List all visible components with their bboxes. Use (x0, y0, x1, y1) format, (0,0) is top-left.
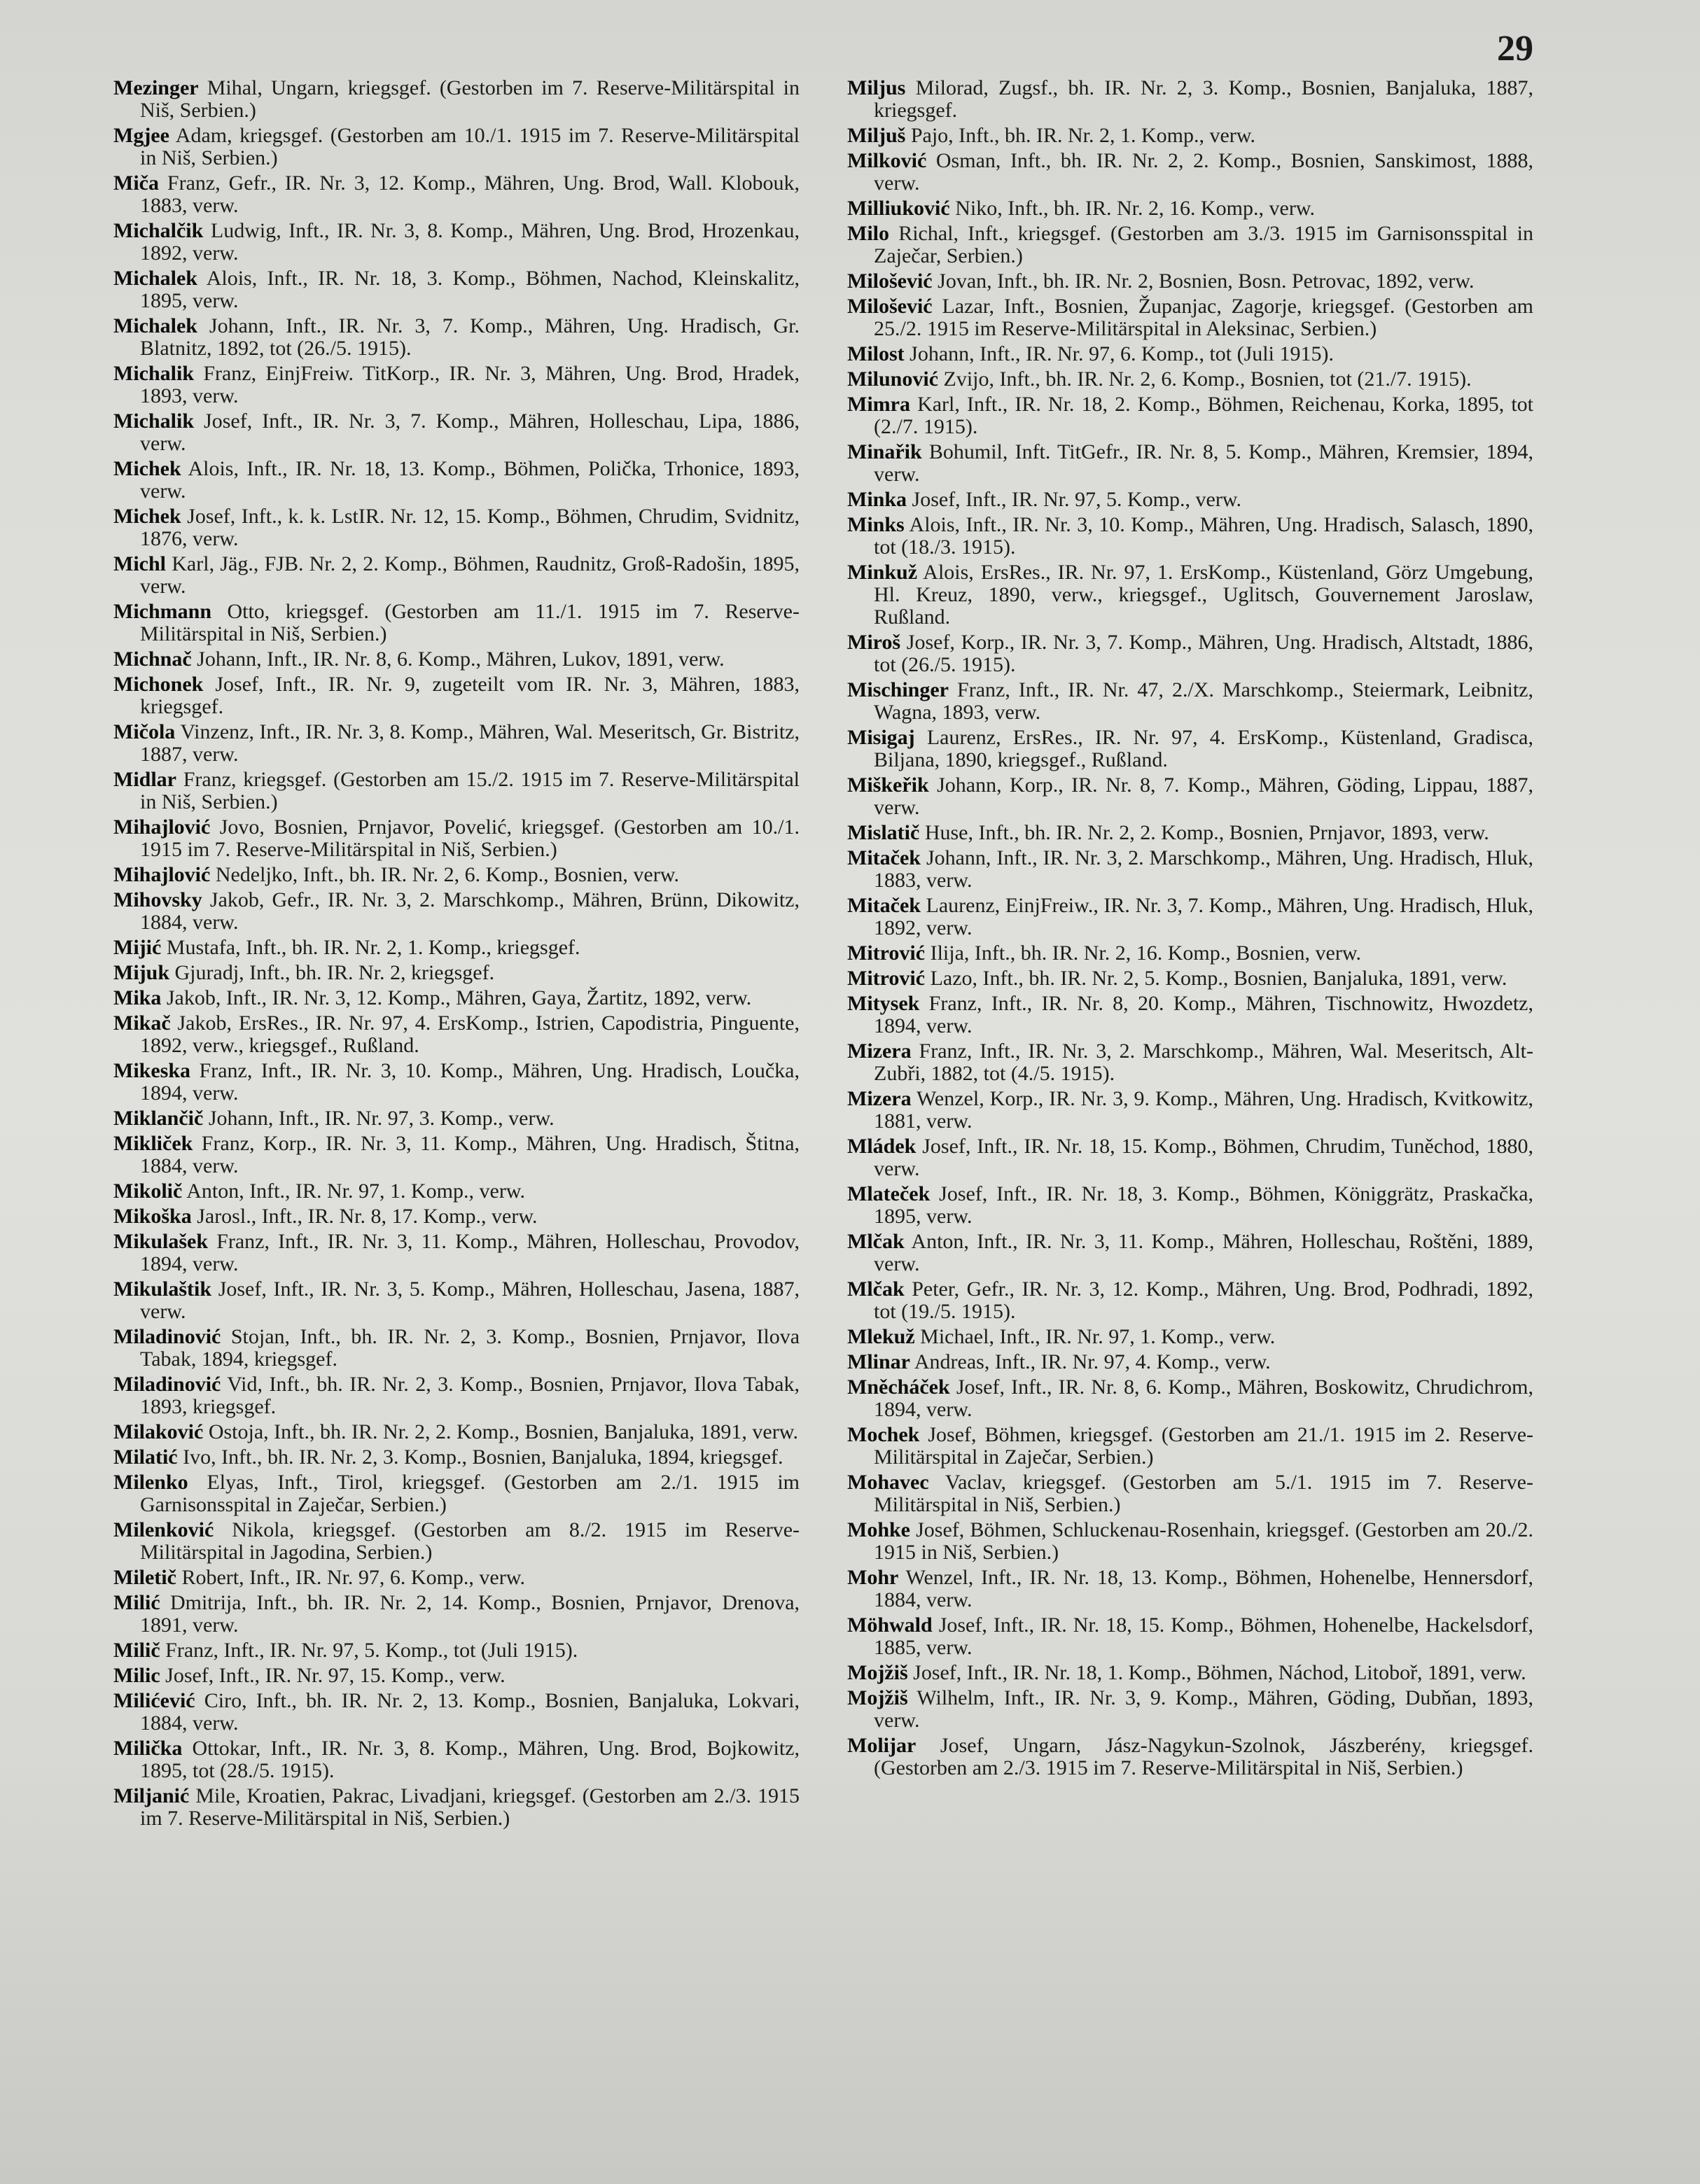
register-entry (113, 1231, 800, 1275)
entry-surname: Mischinger (847, 678, 949, 701)
entry-details: Josef, Ungarn, Jász-Nagykun-Szolnok, Jászberény, kriegsgef. (Gestorben am 2./3. 1915 im 7. Reserve-Militärspital in Niš, Serbien.) (874, 1734, 1533, 1779)
entry-details: Huse, Inft., bh. IR. Nr. 2, 2. Komp., Bosnien, Prnjavor, 1893, verw. (924, 821, 1489, 844)
entry-surname: Mohke (847, 1518, 910, 1541)
entry-details: Josef, Korp., IR. Nr. 3, 7. Komp., Mähren, Ung. Hradisch, Altstadt, 1886, tot (26./5. 1915). (874, 631, 1533, 676)
register-entry (113, 1012, 800, 1057)
entry-surname: Mgjee (113, 124, 169, 147)
entry-surname: Milo (847, 222, 889, 245)
register-entry (847, 822, 1533, 844)
register-entry (113, 553, 800, 598)
register-entry (847, 993, 1533, 1037)
entry-details: Pajo, Inft., bh. IR. Nr. 2, 1. Komp., verw. (910, 124, 1256, 147)
entry-details: Jovo, Bosnien, Prnjavor, Povelić, kriegsgef. (Gestorben am 10./1. 1915 im 7. Reserve-Militärspital in Niš, Serbien.) (140, 816, 800, 861)
entry-surname: Mikolič (113, 1180, 183, 1203)
register-entry (113, 1639, 800, 1662)
entry-details: Franz, kriegsgef. (Gestorben am 15./2. 1915 im 7. Reserve-Militärspital in Niš, Serbien.) (140, 768, 800, 813)
entry-details: Josef, Inft., IR. Nr. 18, 1. Komp., Böhmen, Náchod, Litoboř, 1891, verw. (913, 1661, 1526, 1684)
entry-surname: Mihovsky (113, 888, 202, 911)
right-column (847, 77, 1533, 1782)
register-entry (847, 1424, 1533, 1469)
entry-details: Karl, Inft., IR. Nr. 18, 2. Komp., Böhmen, Reichenau, Korka, 1895, tot (2./7. 1915). (874, 393, 1534, 438)
entry-surname: Milatić (113, 1446, 178, 1469)
entry-surname: Mochek (847, 1423, 920, 1446)
entry-surname: Miladinović (113, 1325, 221, 1348)
register-entry (113, 1446, 800, 1469)
register-entry (847, 1519, 1533, 1564)
entry-details: Alois, Inft., IR. Nr. 18, 3. Komp., Böhmen, Nachod, Kleinskalitz, 1895, verw. (140, 267, 800, 312)
register-entry (113, 125, 800, 169)
register-entry (113, 1107, 800, 1130)
entry-details: Johann, Inft., IR. Nr. 97, 6. Komp., tot (Juli 1915). (910, 342, 1334, 365)
entry-details: Karl, Jäg., FJB. Nr. 2, 2. Komp., Böhmen, Raudnitz, Groß-Radošin, 1895, verw. (140, 552, 800, 598)
entry-details: Johann, Korp., IR. Nr. 8, 7. Komp., Mähren, Göding, Lippau, 1887, verw. (874, 774, 1534, 819)
entry-surname: Mitrović (847, 941, 926, 965)
entry-details: Laurenz, ErsRes., IR. Nr. 97, 4. ErsKomp., Küstenland, Gradisca, Biljana, 1890, kriegsgef., Rußland. (874, 726, 1534, 771)
entry-details: Josef, Böhmen, kriegsgef. (Gestorben am 21./1. 1915 im 2. Reserve-Militärspital in Zaječar, Serbien.) (874, 1423, 1534, 1469)
entry-details: Josef, Inft., k. k. LstIR. Nr. 12, 15. Komp., Böhmen, Chrudim, Svidnitz, 1876, verw. (140, 505, 800, 550)
register-entry (113, 315, 800, 360)
entry-details: Wenzel, Inft., IR. Nr. 18, 13. Komp., Böhmen, Hohenelbe, Hennersdorf, 1884, verw. (874, 1566, 1533, 1611)
register-entry (113, 1133, 800, 1177)
register-entry (113, 505, 800, 550)
entry-surname: Miljuš (847, 124, 906, 147)
entry-surname: Michalek (113, 267, 197, 290)
entry-surname: Milaković (113, 1420, 204, 1443)
entry-details: Mihal, Ungarn, kriegsgef. (Gestorben im 7. Reserve-Militärspital in Niš, Serbien.) (140, 76, 800, 122)
entry-surname: Michalek (113, 314, 197, 337)
entry-surname: Milička (113, 1737, 183, 1760)
register-entry (113, 1060, 800, 1105)
register-entry (113, 410, 800, 455)
entry-details: Stojan, Inft., bh. IR. Nr. 2, 3. Komp., Bosnien, Prnjavor, Ilova Tabak, 1894, kriegsgef. (140, 1325, 800, 1371)
register-entry (113, 1737, 800, 1782)
entry-surname: Miletič (113, 1566, 176, 1589)
entry-details: Andreas, Inft., IR. Nr. 97, 4. Komp., verw. (914, 1350, 1271, 1373)
entry-details: Franz, EinjFreiw. TitKorp., IR. Nr. 3, Mähren, Ung. Brod, Hradek, 1893, verw. (140, 362, 800, 407)
entry-surname: Mohr (847, 1566, 899, 1589)
entry-surname: Mlateček (847, 1182, 931, 1205)
entry-surname: Minka (847, 488, 907, 511)
entry-details: Zvijo, Inft., bh. IR. Nr. 2, 6. Komp., Bosnien, tot (21./7. 1915). (943, 368, 1472, 391)
entry-surname: Minařik (847, 440, 922, 463)
register-entry (847, 1662, 1533, 1684)
register-entry (847, 150, 1533, 195)
entry-surname: Mitaček (847, 894, 921, 917)
entry-surname: Milić (113, 1591, 160, 1614)
entry-surname: Michl (113, 552, 166, 575)
register-entry (113, 1567, 800, 1589)
entry-details: Franz, Inft., IR. Nr. 97, 5. Komp., tot (Juli 1915). (165, 1639, 578, 1662)
register-entry (113, 77, 800, 122)
entry-surname: Milošević (847, 270, 933, 293)
entry-surname: Milost (847, 342, 905, 365)
register-entry (847, 1278, 1533, 1323)
entry-details: Mile, Kroatien, Pakrac, Livadjani, kriegsgef. (Gestorben am 2./3. 1915 im 7. Reserve-Militärspital in Niš, Serbien.) (140, 1784, 800, 1830)
entry-details: Robert, Inft., IR. Nr. 97, 6. Komp., verw. (181, 1566, 525, 1589)
entry-surname: Mimra (847, 393, 910, 416)
register-entry (113, 1180, 800, 1203)
register-entry (847, 1351, 1533, 1373)
entry-details: Ilija, Inft., bh. IR. Nr. 2, 16. Komp., Bosnien, verw. (930, 941, 1362, 965)
entry-surname: Mitaček (847, 846, 921, 869)
register-entry (847, 368, 1533, 391)
entry-details: Franz, Inft., IR. Nr. 3, 2. Marschkomp., Mähren, Wal. Meseritsch, Alt-Zubři, 1882, tot (4./5. 1915). (874, 1040, 1534, 1085)
entry-surname: Mika (113, 986, 162, 1009)
entry-surname: Michalik (113, 362, 195, 385)
entry-surname: Mojžiš (847, 1661, 908, 1684)
register-entry (113, 1471, 800, 1516)
entry-surname: Mikeska (113, 1059, 191, 1082)
entry-surname: Mizera (847, 1087, 912, 1110)
entry-surname: Milenković (113, 1518, 214, 1541)
entry-surname: Miladinović (113, 1373, 221, 1396)
entry-details: Lazo, Inft., bh. IR. Nr. 2, 5. Komp., Bosnien, Banjaluka, 1891, verw. (930, 967, 1507, 990)
register-entry (113, 363, 800, 407)
register-entry (847, 1376, 1533, 1421)
entry-details: Otto, kriegsgef. (Gestorben am 11./1. 1915 im 7. Reserve-Militärspital in Niš, Serbien.) (140, 600, 800, 645)
entry-surname: Misigaj (847, 726, 915, 749)
entry-surname: Mislatič (847, 821, 920, 844)
register-entry (847, 1135, 1533, 1180)
entry-surname: Michek (113, 505, 181, 528)
entry-details: Peter, Gefr., IR. Nr. 3, 12. Komp., Mähren, Ung. Brod, Podhradi, 1892, tot (19./5. 1915). (874, 1278, 1534, 1323)
entry-details: Niko, Inft., bh. IR. Nr. 2, 16. Komp., verw. (955, 197, 1316, 220)
register-entry (113, 962, 800, 984)
entry-details: Johann, Inft., IR. Nr. 8, 6. Komp., Mähren, Lukov, 1891, verw. (197, 648, 725, 671)
entry-surname: Miča (113, 172, 159, 195)
entry-details: Franz, Inft., IR. Nr. 3, 10. Komp., Mähren, Ung. Hradisch, Loučka, 1894, verw. (140, 1059, 800, 1105)
register-entry (113, 673, 800, 718)
register-entry (113, 1373, 800, 1418)
entry-surname: Midlar (113, 768, 176, 791)
register-entry (113, 987, 800, 1009)
entry-details: Vaclav, kriegsgef. (Gestorben am 5./1. 1915 im 7. Reserve-Militärspital in Niš, Serbien.) (874, 1471, 1533, 1516)
entry-details: Jarosl., Inft., IR. Nr. 8, 17. Komp., verw. (197, 1205, 538, 1228)
entry-surname: Milliuković (847, 197, 950, 220)
register-entry (113, 864, 800, 886)
entry-details: Anton, Inft., IR. Nr. 97, 1. Komp., verw. (186, 1180, 526, 1203)
entry-details: Richal, Inft., kriegsgef. (Gestorben am 3./3. 1915 im Garnisonsspital in Zaječar, Serbien.) (874, 222, 1533, 267)
entry-surname: Mikulašek (113, 1230, 209, 1253)
entry-details: Jakob, Gefr., IR. Nr. 3, 2. Marschkomp., Mähren, Brünn, Dikowitz, 1884, verw. (140, 888, 800, 934)
register-entry (847, 1735, 1533, 1779)
entry-surname: Michalik (113, 410, 195, 433)
register-entry (847, 295, 1533, 340)
entry-details: Josef, Inft., IR. Nr. 3, 7. Komp., Mähren, Holleschau, Lipa, 1886, verw. (140, 410, 800, 455)
entry-surname: Miljus (847, 76, 906, 99)
entry-details: Adam, kriegsgef. (Gestorben am 10./1. 1915 im 7. Reserve-Militärspital in Niš, Serbien.) (140, 124, 800, 169)
entry-surname: Mihajlović (113, 816, 211, 839)
entry-surname: Milič (113, 1639, 160, 1662)
entry-details: Vid, Inft., bh. IR. Nr. 2, 3. Komp., Bosnien, Prnjavor, Ilova Tabak, 1893, kriegsgef. (140, 1373, 800, 1418)
left-column (113, 77, 800, 1833)
register-entry (847, 1088, 1533, 1133)
entry-details: Ostoja, Inft., bh. IR. Nr. 2, 2. Komp., Bosnien, Banjaluka, 1891, verw. (208, 1420, 798, 1443)
register-entry (113, 458, 800, 503)
entry-surname: Minks (847, 513, 905, 536)
entry-details: Franz, Inft., IR. Nr. 3, 11. Komp., Mähren, Holleschau, Provodov, 1894, verw. (140, 1230, 800, 1275)
entry-details: Dmitrija, Inft., bh. IR. Nr. 2, 14. Komp., Bosnien, Prnjavor, Drenova, 1891, verw. (140, 1591, 800, 1637)
entry-details: Jakob, ErsRes., IR. Nr. 97, 4. ErsKomp., Istrien, Capodistria, Pinguente, 1892, verw., kriegsgef., Rußland. (140, 1011, 800, 1057)
entry-details: Josef, Böhmen, Schluckenau-Rosenhain, kriegsgef. (Gestorben am 20./2. 1915 in Niš, Serbien.) (874, 1518, 1533, 1564)
register-entry (847, 393, 1533, 438)
entry-details: Franz, Korp., IR. Nr. 3, 11. Komp., Mähren, Ung. Hradisch, Štitna, 1884, verw. (140, 1132, 800, 1177)
entry-details: Milorad, Zugsf., bh. IR. Nr. 2, 3. Komp., Bosnien, Banjaluka, 1887, kriegsgef. (874, 76, 1533, 122)
entry-details: Jakob, Inft., IR. Nr. 3, 12. Komp., Mähren, Gaya, Žartitz, 1892, verw. (166, 986, 752, 1009)
entry-details: Josef, Inft., IR. Nr. 97, 15. Komp., verw. (165, 1664, 506, 1687)
register-entry (847, 942, 1533, 965)
entry-details: Elyas, Inft., Tirol, kriegsgef. (Gestorben am 2./1. 1915 im Garnisonsspital in Zaječar, Serbien.) (140, 1471, 800, 1516)
entry-details: Josef, Inft., IR. Nr. 3, 5. Komp., Mähren, Holleschau, Jasena, 1887, verw. (140, 1278, 800, 1323)
entry-details: Franz, Inft., IR. Nr. 47, 2./X. Marschkomp., Steiermark, Leibnitz, Wagna, 1893, verw. (874, 678, 1533, 724)
entry-details: Vinzenz, Inft., IR. Nr. 3, 8. Komp., Mähren, Wal. Meseritsch, Gr. Bistritz, 1887, verw. (140, 720, 800, 766)
entry-surname: Miškeřik (847, 774, 929, 797)
entry-surname: Mohavec (847, 1471, 929, 1494)
page-number: 29 (1497, 29, 1533, 69)
entry-surname: Mojžiš (847, 1686, 908, 1709)
register-entry (113, 889, 800, 934)
entry-surname: Minkuž (847, 561, 918, 584)
entry-surname: Mitrović (847, 967, 926, 990)
register-entry (847, 343, 1533, 365)
entry-details: Josef, Inft., IR. Nr. 18, 15. Komp., Böhmen, Chrudim, Tuněchod, 1880, verw. (874, 1135, 1534, 1180)
entry-details: Johann, Inft., IR. Nr. 97, 3. Komp., verw. (208, 1107, 555, 1130)
entry-surname: Mněcháček (847, 1376, 950, 1399)
register-entry (113, 1690, 800, 1735)
entry-surname: Mikoška (113, 1205, 192, 1228)
register-entry (847, 679, 1533, 724)
entry-surname: Mihajlović (113, 863, 211, 886)
entry-details: Nikola, kriegsgef. (Gestorben am 8./2. 1915 im Reserve-Militärspital in Jagodina, Serbien.) (140, 1518, 800, 1564)
register-entry (113, 937, 800, 959)
entry-details: Alois, Inft., IR. Nr. 3, 10. Komp., Mähren, Ung. Hradisch, Salasch, 1890, tot (18./3. 1915). (874, 513, 1533, 559)
register-entry (113, 648, 800, 671)
entry-surname: Michmann (113, 600, 212, 623)
entry-surname: Mikliček (113, 1132, 193, 1155)
entry-surname: Mezinger (113, 76, 199, 99)
register-entry (847, 1614, 1533, 1659)
register-entry (847, 197, 1533, 220)
register-entry (113, 769, 800, 813)
entry-details: Jovan, Inft., bh. IR. Nr. 2, Bosnien, Bosn. Petrovac, 1892, verw. (938, 270, 1475, 293)
entry-surname: Mikulaštik (113, 1278, 212, 1301)
entry-details: Laurenz, EinjFreiw., IR. Nr. 3, 7. Komp., Mähren, Ung. Hradisch, Hluk, 1892, verw. (874, 894, 1533, 939)
entry-details: Osman, Inft., bh. IR. Nr. 2, 2. Komp., Bosnien, Sanskimost, 1888, verw. (874, 149, 1533, 195)
entry-details: Michael, Inft., IR. Nr. 97, 1. Komp., verw. (920, 1325, 1276, 1348)
entry-surname: Mijuk (113, 961, 170, 984)
entry-surname: Miklančič (113, 1107, 204, 1130)
register-entry (113, 1665, 800, 1687)
entry-details: Josef, Inft., IR. Nr. 18, 15. Komp., Böhmen, Hohenelbe, Hackelsdorf, 1885, verw. (874, 1614, 1533, 1659)
entry-details: Alois, Inft., IR. Nr. 18, 13. Komp., Böhmen, Polička, Trhonice, 1893, verw. (140, 457, 800, 503)
entry-details: Josef, Inft., IR. Nr. 8, 6. Komp., Mähren, Boskowitz, Chrudichrom, 1894, verw. (874, 1376, 1534, 1421)
entry-details: Franz, Inft., IR. Nr. 8, 20. Komp., Mähren, Tischnowitz, Hwozdetz, 1894, verw. (874, 992, 1533, 1037)
register-entry (847, 561, 1533, 629)
entry-surname: Mičola (113, 720, 176, 743)
register-entry (847, 441, 1533, 486)
entry-details: Gjuradj, Inft., bh. IR. Nr. 2, kriegsgef. (174, 961, 495, 984)
register-entry (847, 1040, 1533, 1085)
entry-details: Mustafa, Inft., bh. IR. Nr. 2, 1. Komp., kriegsgef. (166, 936, 580, 959)
register-entry (113, 220, 800, 265)
entry-surname: Michek (113, 457, 181, 480)
register-entry (847, 1231, 1533, 1275)
entry-surname: Molijar (847, 1734, 917, 1757)
register-entry (113, 172, 800, 217)
entry-surname: Mládek (847, 1135, 917, 1158)
register-entry (847, 1567, 1533, 1611)
register-entry (847, 727, 1533, 771)
entry-details: Ludwig, Inft., IR. Nr. 3, 8. Komp., Mähren, Ung. Brod, Hrozenkau, 1892, verw. (140, 219, 800, 265)
entry-surname: Milenko (113, 1471, 188, 1494)
register-entry (113, 601, 800, 645)
register-entry (847, 514, 1533, 559)
entry-surname: Milic (113, 1664, 160, 1687)
entry-surname: Miljanić (113, 1784, 190, 1807)
register-entry (847, 1471, 1533, 1516)
register-entry (113, 816, 800, 861)
register-entry (113, 1592, 800, 1637)
register-entry (847, 1183, 1533, 1228)
entry-surname: Mizera (847, 1040, 912, 1063)
entry-surname: Mlčak (847, 1230, 905, 1253)
entry-details: Ciro, Inft., bh. IR. Nr. 2, 13. Komp., Bosnien, Banjaluka, Lokvari, 1884, verw. (140, 1689, 800, 1735)
entry-details: Bohumil, Inft. TitGefr., IR. Nr. 8, 5. Komp., Mähren, Kremsier, 1894, verw. (874, 440, 1534, 486)
entry-details: Josef, Inft., IR. Nr. 9, zugeteilt vom IR. Nr. 3, Mähren, 1883, kriegsgef. (140, 673, 800, 718)
entry-details: Lazar, Inft., Bosnien, Županjac, Zagorje, kriegsgef. (Gestorben am 25./2. 1915 im Reserve-Militärspital in Aleksinac, Serbien.) (874, 295, 1534, 340)
register-entry (847, 1326, 1533, 1348)
entry-surname: Mlčak (847, 1278, 905, 1301)
register-entry (113, 1421, 800, 1443)
entry-details: Nedeljko, Inft., bh. IR. Nr. 2, 6. Komp., Bosnien, verw. (215, 863, 679, 886)
entry-details: Josef, Inft., IR. Nr. 97, 5. Komp., verw. (912, 488, 1242, 511)
register-entry (113, 1519, 800, 1564)
register-entry (847, 774, 1533, 819)
register-entry (113, 1278, 800, 1323)
entry-details: Wilhelm, Inft., IR. Nr. 3, 9. Komp., Mähren, Göding, Dubňan, 1893, verw. (874, 1686, 1533, 1732)
entry-details: Franz, Gefr., IR. Nr. 3, 12. Komp., Mähren, Ung. Brod, Wall. Klobouk, 1883, verw. (140, 172, 800, 217)
entry-surname: Mlinar (847, 1350, 910, 1373)
register-entry (847, 967, 1533, 990)
entry-surname: Mikač (113, 1011, 171, 1035)
entry-details: Johann, Inft., IR. Nr. 3, 7. Komp., Mähren, Ung. Hradisch, Gr. Blatnitz, 1892, tot (26./5. 1915). (140, 314, 800, 360)
entry-surname: Mijić (113, 936, 162, 959)
entry-surname: Mitysek (847, 992, 920, 1015)
register-entry (113, 1205, 800, 1228)
entry-details: Wenzel, Korp., IR. Nr. 3, 9. Komp., Mähren, Ung. Hradisch, Kvitkowitz, 1881, verw. (874, 1087, 1533, 1133)
entry-surname: Möhwald (847, 1614, 933, 1637)
entry-surname: Milićević (113, 1689, 195, 1712)
entry-details: Ivo, Inft., bh. IR. Nr. 2, 3. Komp., Bosnien, Banjaluka, 1894, kriegsgef. (183, 1446, 783, 1469)
register-entry (113, 1785, 800, 1830)
entry-surname: Milunović (847, 368, 939, 391)
register-entry (847, 1687, 1533, 1732)
entry-surname: Milković (847, 149, 927, 172)
entry-surname: Michalčik (113, 219, 204, 242)
register-entry (847, 847, 1533, 892)
entry-surname: Mlekuž (847, 1325, 915, 1348)
register-entry (847, 895, 1533, 939)
entry-details: Johann, Inft., IR. Nr. 3, 2. Marschkomp., Mähren, Ung. Hradisch, Hluk, 1883, verw. (874, 846, 1533, 892)
register-entry (847, 631, 1533, 676)
entry-details: Alois, ErsRes., IR. Nr. 97, 1. ErsKomp., Küstenland, Görz Umgebung, Hl. Kreuz, 1890, verw., kriegsgef., Uglitsch, Gouvernement Jaroslaw, Rußland. (874, 561, 1533, 629)
entry-details: Ottokar, Inft., IR. Nr. 3, 8. Komp., Mähren, Ung. Brod, Bojkowitz, 1895, tot (28./5. 1915). (140, 1737, 800, 1782)
register-entry (847, 77, 1533, 122)
register-entry (847, 223, 1533, 267)
register-entry (113, 267, 800, 312)
entry-surname: Milošević (847, 295, 933, 318)
register-entry (847, 125, 1533, 147)
register-entry (113, 721, 800, 766)
register-entry (847, 489, 1533, 511)
entry-surname: Michonek (113, 673, 204, 696)
entry-details: Josef, Inft., IR. Nr. 18, 3. Komp., Böhmen, Königgrätz, Praskačka, 1895, verw. (874, 1182, 1534, 1228)
entry-surname: Miroš (847, 631, 901, 654)
register-entry (113, 1326, 800, 1371)
register-entry (847, 270, 1533, 293)
entry-details: Anton, Inft., IR. Nr. 3, 11. Komp., Mähren, Holleschau, Roštěni, 1889, verw. (874, 1230, 1533, 1275)
entry-surname: Michnač (113, 648, 192, 671)
